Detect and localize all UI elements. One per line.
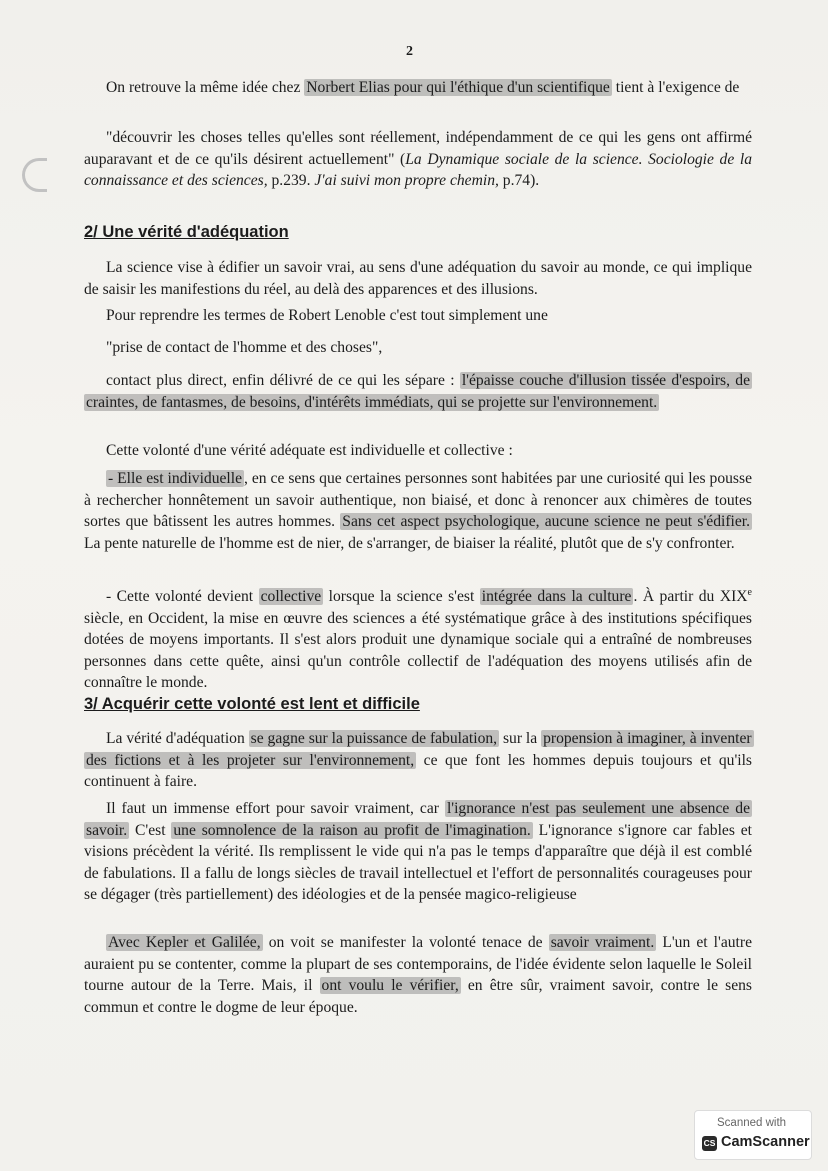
paragraph-norbert-elias (84, 77, 752, 99)
text: sur la (499, 730, 542, 747)
highlight: savoir vraiment. (550, 934, 655, 951)
text: siècle, en Occident, la mise en œuvre des sciences a été systématique grâce à des institutions spécifiques dotées de moyens importants. Il s'est alors produit une dynamique sociale qui a entraîné de nombreuses personnes dans cette quête, ainsi qu'un contrôle collectif de l'adéquation des moyens utilisés afin de connaître le monde. (84, 609, 752, 692)
highlight: collective (260, 588, 322, 606)
paragraph-contact (84, 370, 752, 413)
text: C'est (129, 821, 172, 839)
section-heading-2: 2/ Une vérité d'adéquation (84, 223, 289, 241)
paragraph-kepler-galilee (84, 932, 752, 1018)
book-title: J'ai suivi mon propre chemin, (314, 172, 499, 189)
paragraph-volonte: Cette volonté d'une vérité adéquate est individuelle et collective : (106, 442, 513, 459)
paragraph-individuelle (84, 468, 752, 554)
paragraph-lenoble: Pour reprendre les termes de Robert Lenoble c'est tout simplement une (106, 307, 548, 324)
paragraph-ignorance (84, 798, 752, 906)
section-heading-3: 3/ Acquérir cette volonté est lent et difficile (84, 695, 420, 713)
highlight: Avec Kepler et Galilée, (108, 934, 261, 951)
text: L'ignorance s'ignore car fables et visions précèdent la vérité. Ils remplissent le vide qui n'a pas le temps d'apparaître que déjà il est comblé de fabulations. Il a fallu de longs siècles de travail intellectuel et l'effort de personnalités courageuses pour se dégager (très partiellement) des idéologies et de la pensée magico-religieuse (84, 821, 752, 903)
highlight: l'ignorance n'est pas seulement une absence de savoir. (86, 800, 750, 839)
highlight: - Elle est individuelle (108, 470, 243, 487)
highlight: l'épaisse couche d'illusion tissée d'espoirs, de craintes, de fantasmes, de besoins, d'intérêts immédiats, qui se projette sur l'environnement. (86, 372, 751, 411)
watermark-brand: CamScanner (721, 1134, 810, 1150)
text: tient à l'exigence de (611, 79, 740, 96)
text: - Cette volonté devient (106, 588, 259, 606)
text: p.74). (498, 172, 540, 189)
page-number: 2 (406, 44, 413, 59)
highlight: Sans cet aspect psychologique, aucune science ne peut s'édifier. (342, 513, 750, 530)
highlight: ont voulu le vérifier, (321, 977, 459, 994)
paragraph-science-vise: La science vise à édifier un savoir vrai, au sens d'une adéquation du savoir au monde, ce qui implique de saisir les manifestions du réel, au delà des apparences et des illusions. (84, 259, 752, 298)
camscanner-watermark (694, 1110, 812, 1160)
highlight: Norbert Elias pour qui l'éthique d'un scientifique (306, 79, 610, 96)
text: en être sûr, vraiment savoir, contre le sens commun et contre le dogme de leur époque. (84, 977, 753, 1016)
text: Il faut un immense effort pour savoir vraiment, car (106, 800, 445, 817)
text: . À partir du XIX (633, 588, 748, 606)
highlight: une somnolence de la raison au profit de l'imagination. (173, 821, 531, 839)
margin-pen-mark (22, 158, 47, 192)
paragraph-fabulation (84, 728, 752, 793)
text: La vérité d'adéquation (106, 730, 249, 747)
book-title: La Dynamique sociale de la science. Sociologie de la connaissance et des sciences, (84, 150, 753, 189)
text: on voit se manifester la volonté tenace de (262, 934, 549, 951)
text: p.239. (267, 172, 315, 189)
paragraph-collective (84, 582, 752, 694)
quote-elias (84, 127, 752, 192)
watermark-caption: Scanned with (717, 1117, 787, 1129)
camscanner-logo-icon: CS (702, 1136, 717, 1151)
highlight: intégrée dans la culture (481, 588, 632, 606)
superscript: e (747, 587, 752, 598)
highlight: se gagne sur la puissance de fabulation, (250, 730, 498, 747)
quote-lenoble: "prise de contact de l'homme et des choses", (106, 339, 383, 356)
highlight: propension à imaginer, à inventer des fictions et à les projeter sur l'environnement, (86, 730, 752, 769)
text: , en ce sens que certaines personnes sont habitées par une curiosité qui les pousse à rechercher honnêtement un savoir authentique, non biaisé, et donc à renoncer aux chimères de toutes sortes que bâtissent les autres hommes. (84, 470, 752, 530)
text: contact plus direct, enfin délivré de ce qui les sépare : (106, 372, 460, 389)
text: On retrouve la même idée chez (106, 79, 305, 96)
text: ce que font les hommes depuis toujours et qu'ils continuent à faire. (84, 751, 752, 790)
text: "découvrir les choses telles qu'elles sont réellement, indépendamment de ce qui les gens ont affirmé auparavant et de ce qu'ils désirent actuellement" ( (84, 129, 752, 168)
text: lorsque la science s'est (323, 588, 480, 606)
text: L'un et l'autre auraient pu se contenter, comme la plupart de ses contemporains, de l'idée évidente selon laquelle le Soleil tourne autour de la Terre. Mais, il (84, 934, 752, 994)
text: La pente naturelle de l'homme est de nier, de s'arranger, de biaiser la réalité, plutôt que de s'y confronter. (84, 534, 735, 552)
